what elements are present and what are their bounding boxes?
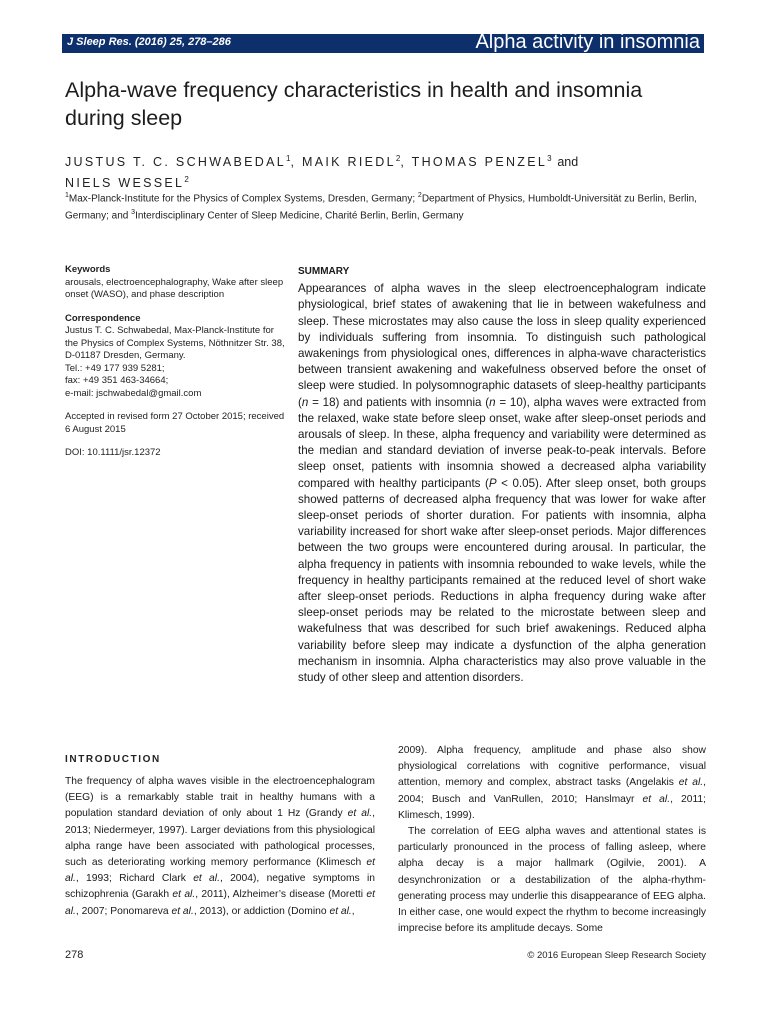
affiliation-mark: 3 — [131, 209, 136, 217]
correspondence-fax: fax: +49 351 463-34664; — [65, 375, 169, 386]
author-affiliation-mark: 1 — [286, 154, 291, 163]
summary-italic: n — [489, 395, 496, 409]
author-name: THOMAS PENZEL — [411, 155, 548, 170]
intro-fragment: The frequency of alpha waves visible in the electroencephalogram (EEG) is a remarkably stable trait in healthy humans with a population standard deviation of only about 1 Hz (Grandy — [65, 776, 375, 820]
page-number: 278 — [65, 949, 84, 961]
correspondence-label: Correspondence — [65, 312, 141, 324]
correspondence-block — [65, 313, 285, 401]
introduction-heading: INTRODUCTION — [65, 754, 161, 765]
author-affiliation-mark: 3 — [547, 154, 552, 163]
citation-italic: et al. — [193, 873, 220, 885]
affiliation-text: Interdisciplinary Center of Sleep Medicine, Charité Berlin, Berlin, Germany — [135, 210, 464, 222]
affiliation-mark: 2 — [417, 192, 422, 199]
summary-italic: P — [488, 476, 497, 490]
accepted-dates: Accepted in revised form 27 October 2015; received 6 August 2015 — [65, 411, 285, 435]
affiliation-text: Max-Planck-Institute for the Physics of Complex Systems, Dresden, Germany; — [68, 193, 418, 205]
author-list: JUSTUS T. C. SCHWABEDAL$^1$, MAIK RIEDL$^2$, THOMAS PENZEL$^3$ and NIELS WESSEL$^2$ — [65, 154, 579, 191]
journal-reference: J Sleep Res. (2016) 25, 278–286 — [67, 36, 231, 48]
keywords-block — [65, 264, 285, 302]
intro-fragment: 2009). Alpha frequency, amplitude and phase also show physiological correlations with cognitive performance, visual attention, memory and complex, abstract tasks (Angelakis — [398, 745, 706, 789]
dates-block — [65, 411, 285, 436]
intro-paragraph: The correlation of EEG alpha waves and attentional states is particularly pronounced in the process of falling asleep, where alpha decay is a major hallmark (Ogilvie, 2001). A desynchronization or a destabilization of the alpha-rhythm-generating process may underlie this disappearance of EEG alpha. In either case, one would expect the rhythm to become increasingly imprecise before its amplitude decays. Some — [398, 826, 706, 935]
intro-fragment: , 2011; Klimesch, 1999). — [398, 793, 706, 821]
keywords-label: Keywords — [65, 264, 111, 275]
author-name: NIELS WESSEL — [65, 176, 185, 191]
intro-fragment: , 2013; Niedermeyer, 1997). Larger deviations from this physiological alpha range have been associated with pathological processes, such as deteriorating working memory performance (Klimesch — [65, 808, 376, 869]
citation-italic: et al. — [678, 777, 704, 789]
correspondence-email[interactable]: e-mail: jschwabedal@gmail.com — [65, 387, 202, 399]
summary-italic: n — [301, 395, 309, 409]
introduction-column-right — [398, 743, 706, 937]
doi[interactable]: DOI: 10.1111/jsr.12372 — [65, 447, 161, 458]
author-affiliation-mark: 2 — [395, 154, 401, 163]
intro-fragment: , 2013), or addiction (Domino — [193, 905, 330, 917]
copyright-notice: © 2016 European Sleep Research Society — [527, 950, 706, 961]
intro-paragraph — [398, 743, 706, 824]
summary-fragment: = 18) and patients with insomnia ( — [308, 395, 490, 409]
running-title: Alpha activity in insomnia — [475, 31, 700, 53]
intro-fragment: , 2004), negative symptoms in schizophrenia (Garakh — [65, 873, 375, 901]
citation-italic: et al. — [329, 905, 352, 917]
citation-italic: et al. — [642, 793, 671, 805]
affiliation-mark: 1 — [65, 192, 69, 199]
citation-italic: et al. — [65, 889, 376, 917]
correspondence-address: Justus T. C. Schwabedal, Max-Planck-Institute for the Physics of Complex Systems, Nöthnitzer Str. 38, D-01187 Dresden, Germany. — [65, 325, 285, 361]
citation-italic: et al. — [65, 857, 375, 885]
author-name: JUSTUS T. C. SCHWABEDAL — [65, 155, 286, 170]
intro-fragment: , 1993; Richard Clark — [75, 873, 194, 885]
summary-fragment: Appearances of alpha waves in the sleep electroencephalogram indicate physiological, brief states of awakening that lie in between wakefulness and sleep. These microstates may also cause the loss in sleep quality experienced by individuals suffering from insomnia. To distinguish such pathological awakenings from physiological ones, differences in alpha-wave characteristics between transient awakening and wakefulness observed before the onset of sleep were studied. In polysomnographic datasets of sleep-healthy participants ( — [298, 282, 706, 409]
author-affiliation-mark: 2 — [184, 175, 189, 185]
keywords-text: arousals, electroencephalography, Wake after sleep onset (WASO), and phase description — [65, 276, 284, 300]
journal-header-bar — [62, 31, 704, 53]
summary-text — [298, 281, 706, 686]
doi-block — [65, 447, 285, 460]
summary-section — [298, 264, 706, 686]
intro-fragment: , 2004; Busch and VanRullen, 2010; Hanslmayr — [398, 777, 706, 805]
citation-italic: et al. — [172, 889, 196, 901]
introduction-column-left — [65, 774, 375, 920]
intro-fragment: , 2007; Ponomareva — [75, 905, 172, 917]
affiliations — [65, 189, 707, 224]
citation-italic: et al. — [171, 905, 194, 917]
article-sidebar — [65, 264, 285, 471]
article-title: Alpha-wave frequency characteristics in health and insomnia during sleep — [65, 78, 643, 130]
summary-fragment: < 0.05). After sleep onset, both groups showed patterns of decreased alpha frequency that was lower for wake after sleep-onset periods of shorter duration. For patients with insomnia, alpha variability increased for short wake after sleep-onset periods. Major differences between the two groups were encountered during arousal. In particular, the alpha frequency in patients with insomnia rebounded to wake levels, while the frequency in healthy participants remained at the reduced level of short wake after sleep-onset periods. Reductions in alpha frequency during wake after sleep-onset periods may be related to the microstate between sleep and wakefulness that was described for such brief awakenings. Reduced alpha variability before sleep may indicate a dysfunction of the alpha generation mechanism in insomnia. Alpha characteristics may also prove valuable in the study of other sleep and attention disorders. — [298, 476, 707, 685]
author-name: MAIK RIEDL — [302, 155, 396, 170]
citation-italic: et al. — [347, 808, 373, 820]
summary-fragment: = 10), alpha waves were extracted from the relaxed, wake state before sleep onset, wake after sleep-onset periods and arousals of sleep. In these, alpha frequency and variability were determined as the median and standard deviation of inverse peak-to-peak intervals. Before sleep onset, patients with insomnia showed a decreased alpha variability compared with healthy participants ( — [298, 395, 706, 490]
correspondence-tel: Tel.: +49 177 939 5281; — [65, 362, 165, 374]
summary-heading: SUMMARY — [298, 266, 350, 277]
author-conjunction: and — [557, 155, 579, 170]
affiliation-text: Department of Physics, Humboldt-Universität zu Berlin, Berlin, Germany; and — [65, 193, 697, 222]
intro-paragraph: The frequency of alpha waves visible in the electroencephalogram (EEG) is a remarkably stable trait in healthy humans with a population standard deviation of only about 1 Hz (Grandy et al., 2013; Niedermeyer, 1997). Larger deviations from this physiological alpha range have been associated with pathological processes, such as deteriorating working memory performance (Klimesch et al., 1993; Richard Clark et al., 2004), negative symptoms in schizophrenia (Garakh et al., 2011), Alzheimer’s disease (Moretti et al., 2007; Ponomareva et al., 2013), or addiction (Domino et al., — [65, 776, 376, 917]
intro-fragment: , 2011), Alzheimer’s disease (Moretti — [195, 889, 367, 901]
